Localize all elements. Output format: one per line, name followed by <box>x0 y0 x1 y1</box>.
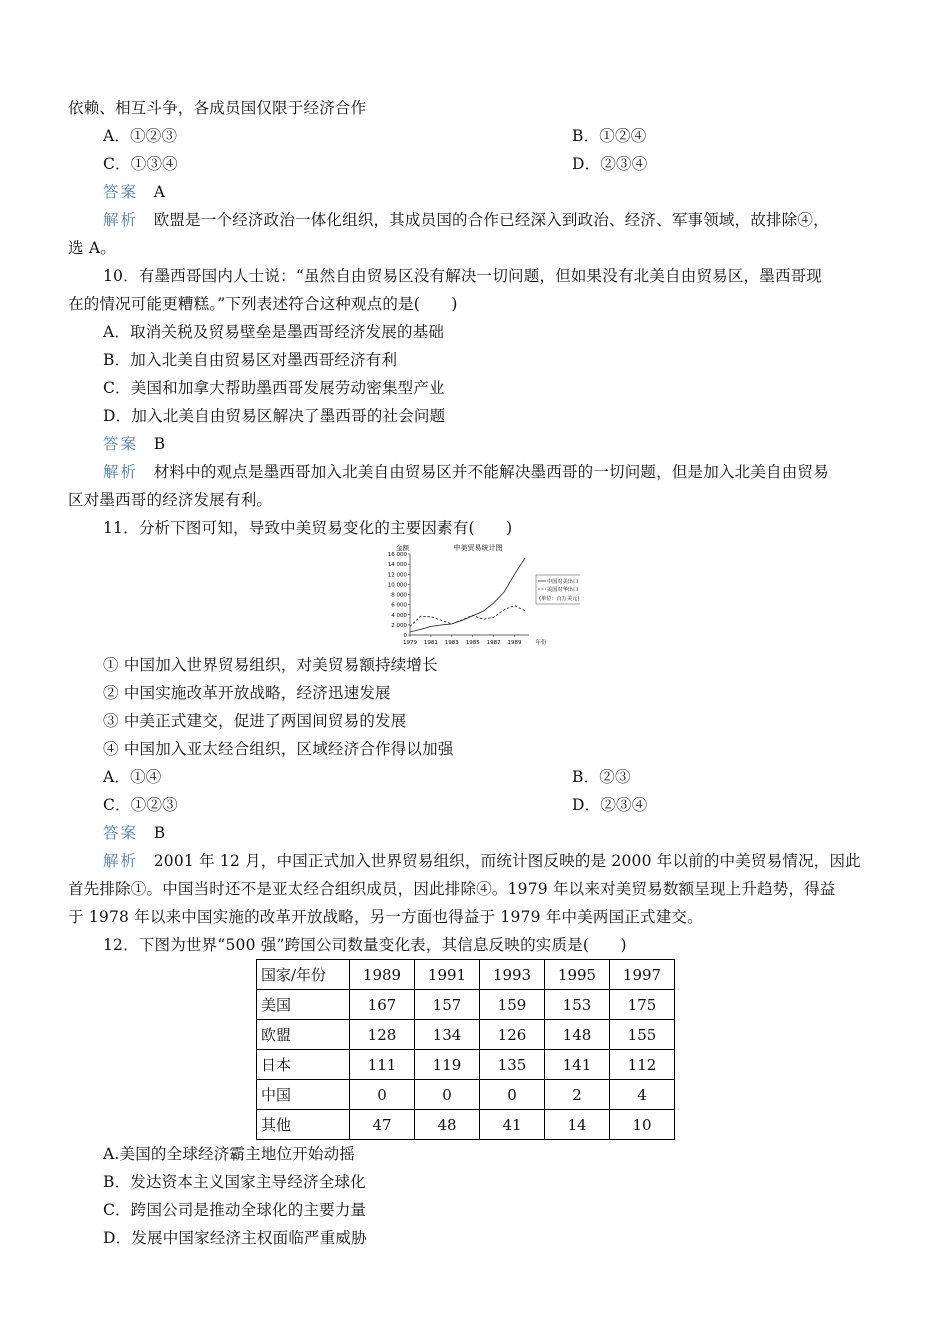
trade-chart <box>380 541 580 653</box>
table-cell: 47 <box>350 1110 415 1140</box>
y-tick-label: 6 000 <box>391 602 407 609</box>
fortune500-table <box>256 959 675 1140</box>
y-tick-label: 12 000 <box>387 572 407 579</box>
table-cell: 0 <box>415 1080 480 1110</box>
q11-analysis <box>103 851 861 871</box>
q12-stem: 12．下图为世界“500 强”跨国公司数量变化表，其信息反映的实质是( ) <box>103 936 627 954</box>
answer-value: B <box>153 824 166 842</box>
table-cell: 128 <box>350 1020 415 1050</box>
answer-label: 答案 <box>103 824 139 842</box>
answer-label: 答案 <box>103 435 139 453</box>
analysis-text: 材料中的观点是墨西哥加入北美自由贸易区并不能解决墨西哥的一切问题，但是加入北美自由贸易 <box>153 463 829 481</box>
table-cell: 日本 <box>257 1050 350 1080</box>
legend-unit: (单位：百万美元) <box>539 596 580 602</box>
table-cell: 2 <box>545 1080 610 1110</box>
table-cell: 112 <box>610 1050 675 1080</box>
q12-option-b: B．发达资本主义国家主导经济全球化 <box>103 1173 366 1191</box>
q9-analysis <box>103 210 829 230</box>
q10-option-c: C．美国和加拿大帮助墨西哥发展劳动密集型产业 <box>103 379 445 397</box>
analysis-text: 欧盟是一个经济政治一体化组织，其成员国的合作已经深入到政治、经济、军事领域，故排除④， <box>153 211 829 229</box>
answer-value: A <box>153 183 166 201</box>
q9-stem-tail: 依赖、相互斗争，各成员国仅限于经济合作 <box>68 99 367 117</box>
table-header-row <box>257 960 675 990</box>
y-tick-label: 2 000 <box>391 622 407 629</box>
y-tick-label: 16 000 <box>387 552 407 558</box>
x-tick-label: 1981 <box>423 640 438 646</box>
table-cell: 126 <box>480 1020 545 1050</box>
series-line-us-export <box>410 606 525 627</box>
y-tick-label: 14 000 <box>387 562 407 569</box>
chart-title: 中美贸易统计图 <box>453 544 503 552</box>
table-cell: 4 <box>610 1080 675 1110</box>
q11-item-3: ③ 中美正式建交，促进了两国间贸易的发展 <box>103 712 407 730</box>
q12-option-c: C．跨国公司是推动全球化的主要力量 <box>103 1201 367 1219</box>
table-row <box>257 990 675 1020</box>
q10-stem: 10．有墨西哥国内人士说：“虽然自由贸易区没有解决一切问题，但如果没有北美自由贸易区，墨西哥现 <box>103 267 823 285</box>
q9-option-c: C．①③④ <box>103 155 178 173</box>
x-tick-label: 1989 <box>507 640 522 646</box>
q11-item-4: ④ 中国加入亚太经合组织，区域经济合作得以加强 <box>103 740 454 758</box>
table-cell: 国家/年份 <box>257 960 350 990</box>
analysis-label: 解析 <box>103 852 139 870</box>
table-row <box>257 1110 675 1140</box>
table-cell: 41 <box>480 1110 545 1140</box>
q11-analysis-cont: 于 1978 年以来中国实施的改革开放战略，另一方面也得益于 1979 年中美两国正式建交。 <box>68 908 703 926</box>
q10-option-a: A．取消关税及贸易壁垒是墨西哥经济发展的基础 <box>103 323 445 341</box>
table-cell: 141 <box>545 1050 610 1080</box>
legend-entry: 美国对华出口 <box>547 587 579 593</box>
q9-analysis-cont: 选 A。 <box>68 239 116 257</box>
table-cell: 欧盟 <box>257 1020 350 1050</box>
q10-stem-cont: 在的情况可能更糟糕。”下列表述符合这种观点的是( ) <box>68 295 458 313</box>
q9-option-b: B．①②④ <box>572 127 647 145</box>
answer-label: 答案 <box>103 183 139 201</box>
table-cell: 10 <box>610 1110 675 1140</box>
q11-item-2: ② 中国实施改革开放战略，经济迅速发展 <box>103 684 391 702</box>
q10-option-d: D．加入北美自由贸易区解决了墨西哥的社会问题 <box>103 407 446 425</box>
table-cell: 175 <box>610 990 675 1020</box>
y-tick-label: 4 000 <box>391 612 407 619</box>
table-cell: 159 <box>480 990 545 1020</box>
q10-answer <box>103 434 165 454</box>
table-cell: 1995 <box>545 960 610 990</box>
table-row <box>257 1080 675 1110</box>
q9-answer <box>103 182 165 202</box>
table-cell: 148 <box>545 1020 610 1050</box>
table-cell: 111 <box>350 1050 415 1080</box>
table-cell: 119 <box>415 1050 480 1080</box>
q9-option-a: A．①②③ <box>103 127 178 145</box>
chart-plot-area <box>388 552 547 646</box>
chart-xlabel: 年份 <box>535 640 547 646</box>
table-cell: 1991 <box>415 960 480 990</box>
table-row <box>257 1020 675 1050</box>
q11-answer <box>103 823 165 843</box>
table-cell: 1993 <box>480 960 545 990</box>
q11-item-1: ① 中国加入世界贸易组织，对美贸易额持续增长 <box>103 656 438 674</box>
table-cell: 48 <box>415 1110 480 1140</box>
table-cell: 155 <box>610 1020 675 1050</box>
x-tick-label: 1979 <box>403 640 417 646</box>
q11-stem: 11．分析下图可知，导致中美贸易变化的主要因素有( ) <box>103 519 513 537</box>
analysis-label: 解析 <box>103 211 139 229</box>
q10-option-b: B．加入北美自由贸易区对墨西哥经济有利 <box>103 351 398 369</box>
legend-entry: 中国对美出口 <box>547 579 579 585</box>
y-tick-label: 0 <box>403 633 407 639</box>
y-tick-label: 10 000 <box>387 582 407 589</box>
table-cell: 0 <box>350 1080 415 1110</box>
table-cell: 中国 <box>257 1080 350 1110</box>
analysis-text: 2001 年 12 月，中国正式加入世界贸易组织，而统计图反映的是 2000 年以前的中美贸易情况，因此 <box>153 852 861 870</box>
table-cell: 134 <box>415 1020 480 1050</box>
table-cell: 14 <box>545 1110 610 1140</box>
table-row <box>257 1050 675 1080</box>
chart-legend <box>536 575 580 604</box>
q10-analysis-cont: 区对墨西哥的经济发展有利。 <box>68 491 273 509</box>
x-tick-label: 1985 <box>465 640 480 646</box>
chart-ylabel: 金额 <box>396 544 409 552</box>
table-cell: 135 <box>480 1050 545 1080</box>
q11-analysis-cont: 首先排除①。中国当时还不是亚太经合组织成员，因此排除④。1979 年以来对美贸易数额呈现上升趋势，得益 <box>68 880 836 898</box>
table-cell: 0 <box>480 1080 545 1110</box>
analysis-label: 解析 <box>103 463 139 481</box>
table-cell: 1989 <box>350 960 415 990</box>
q11-option-d: D．②③④ <box>572 796 648 814</box>
table-cell: 其他 <box>257 1110 350 1140</box>
table-cell: 157 <box>415 990 480 1020</box>
q12-option-a: A.美国的全球经济霸主地位开始动摇 <box>103 1145 356 1163</box>
series-line-china-export <box>410 558 525 632</box>
q10-analysis <box>103 462 829 482</box>
q11-option-b: B．②③ <box>572 768 631 786</box>
q11-option-c: C．①②③ <box>103 796 178 814</box>
q9-option-d: D．②③④ <box>572 155 648 173</box>
x-tick-label: 1987 <box>486 640 501 646</box>
table-cell: 美国 <box>257 990 350 1020</box>
x-tick-label: 1983 <box>444 640 459 646</box>
table-cell: 153 <box>545 990 610 1020</box>
table-cell: 167 <box>350 990 415 1020</box>
q11-option-a: A．①④ <box>103 768 162 786</box>
y-tick-label: 8 000 <box>391 592 407 599</box>
table-cell: 1997 <box>610 960 675 990</box>
q12-option-d: D．发展中国家经济主权面临严重威胁 <box>103 1229 367 1247</box>
answer-value: B <box>153 435 166 453</box>
